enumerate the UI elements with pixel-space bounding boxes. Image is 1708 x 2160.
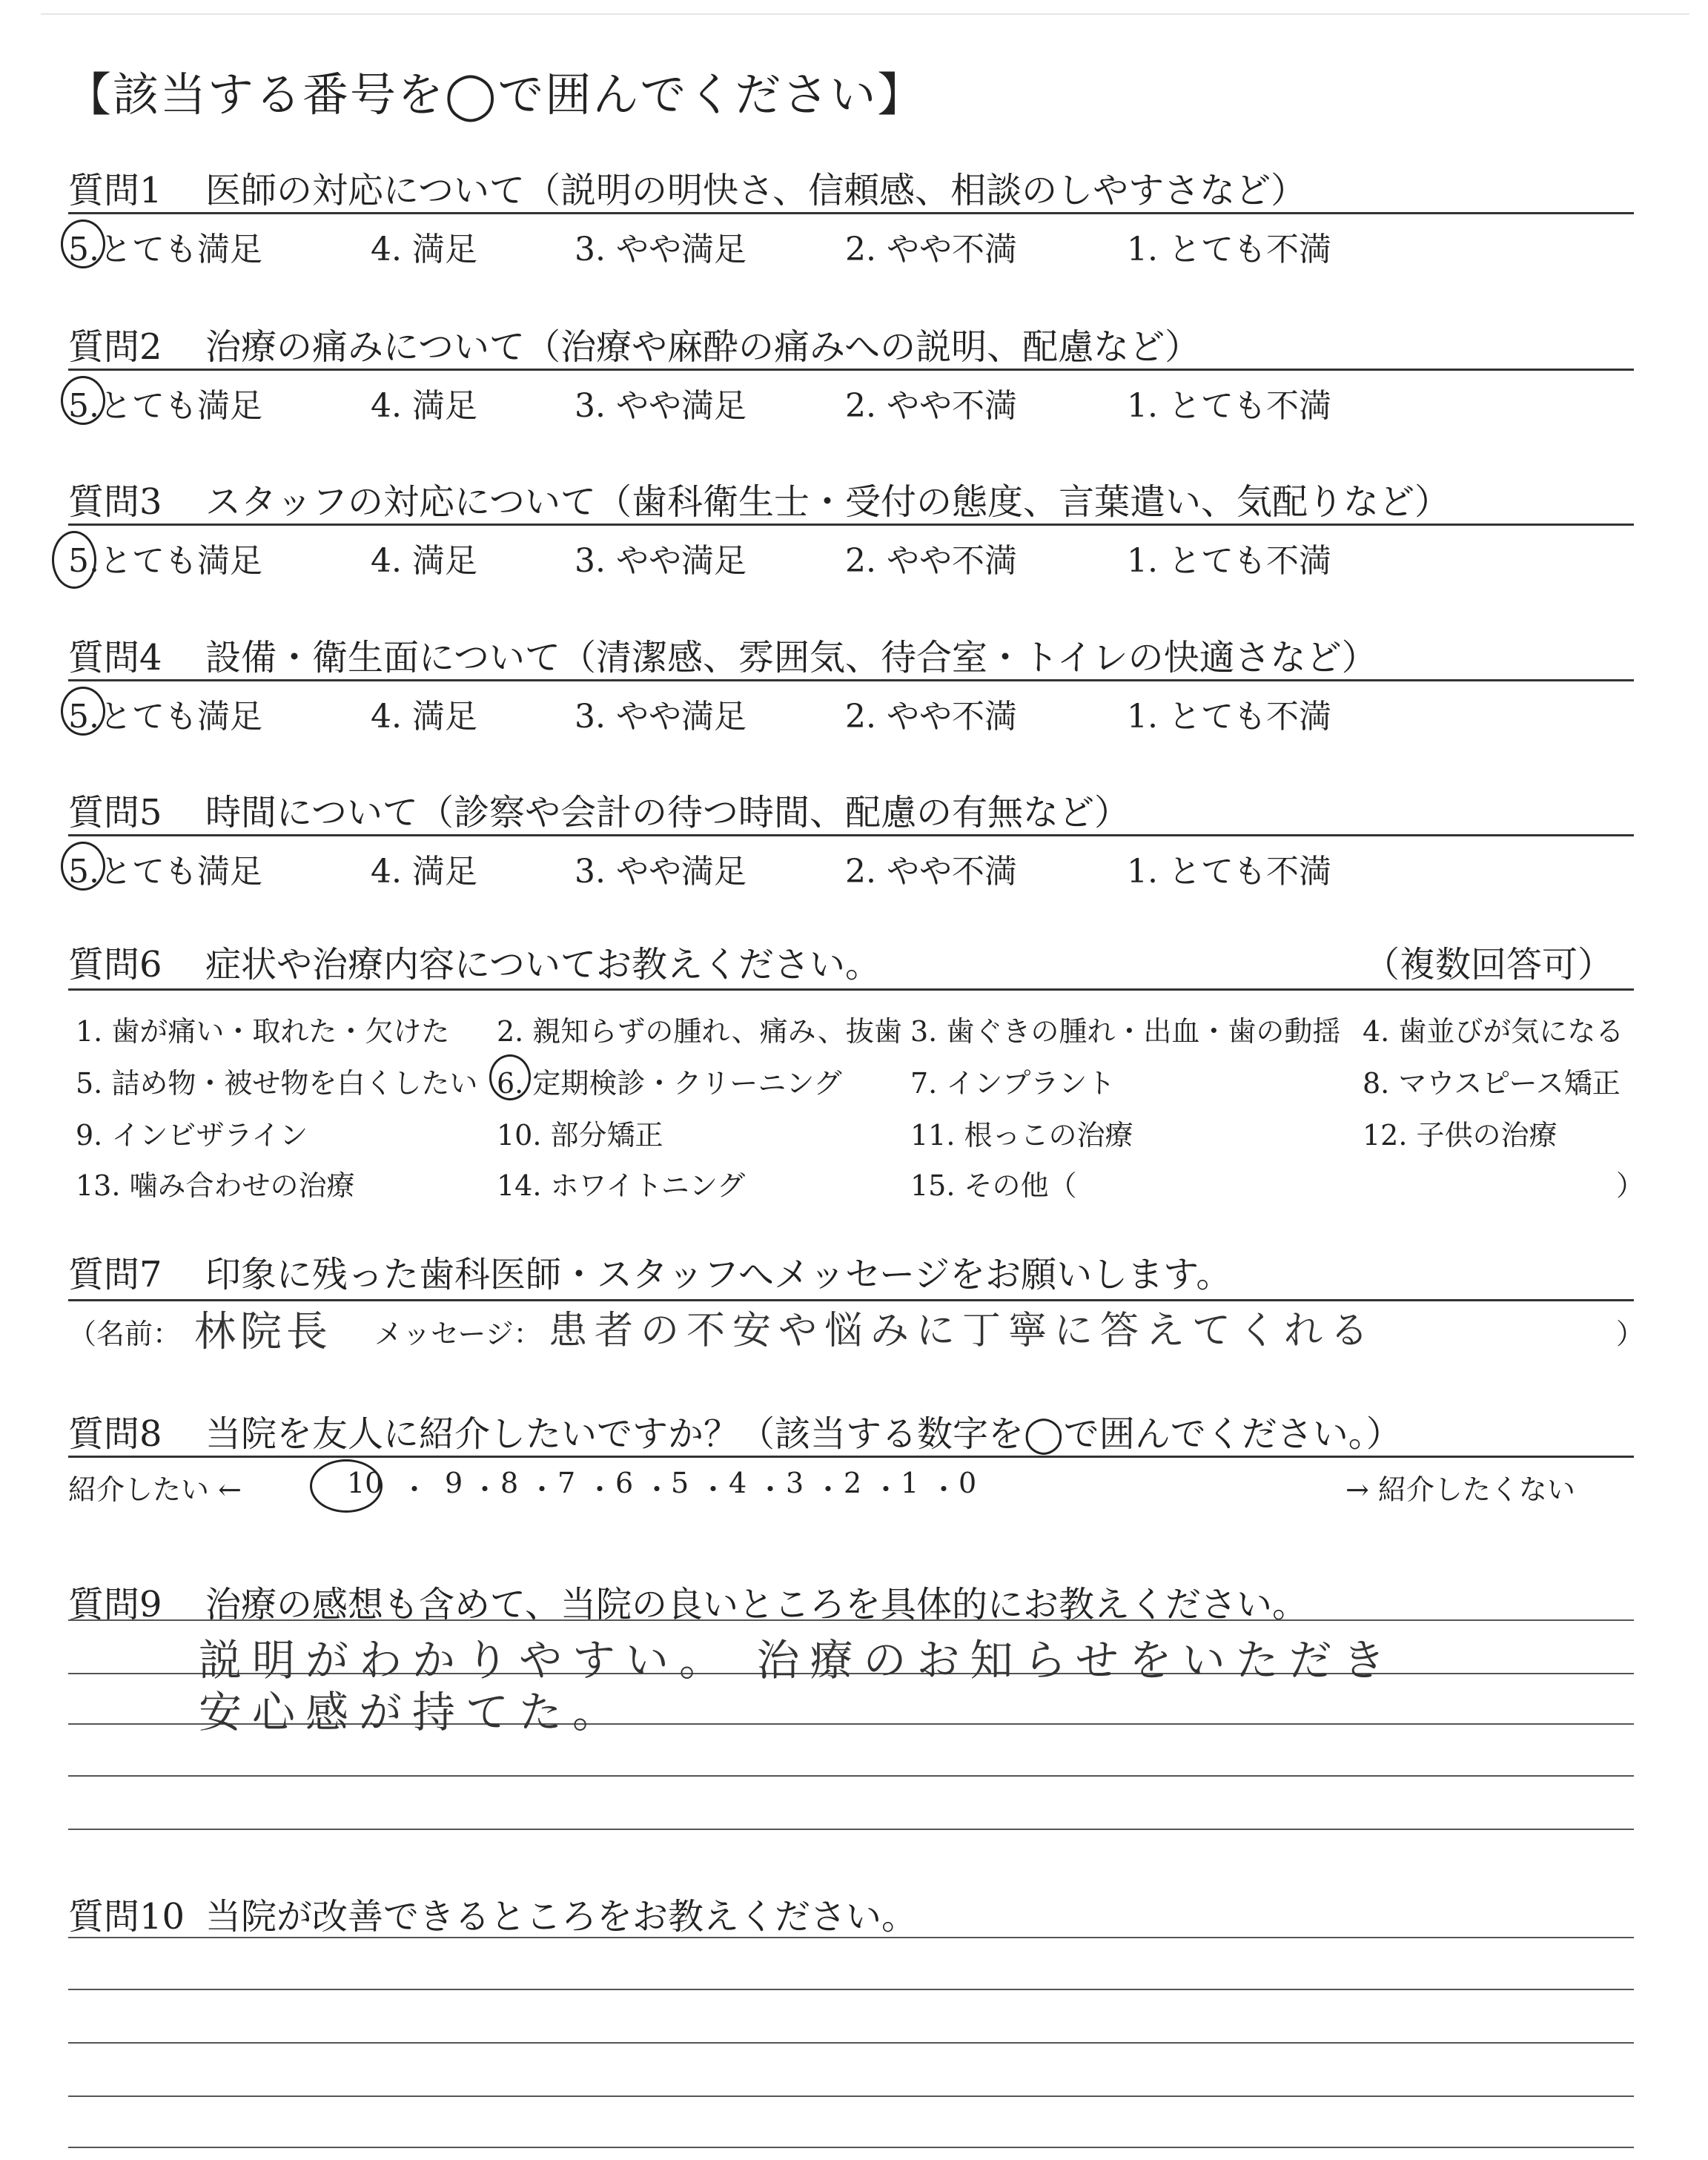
q6-note: （複数回答可） <box>1364 944 1614 985</box>
q3-selection-circle <box>52 531 96 589</box>
q3-rule <box>68 524 1634 526</box>
q5-option-1[interactable]: 1. とても不満 <box>1127 853 1331 891</box>
q2-number: 質問2 <box>68 326 162 368</box>
q8-separator-dot: ・ <box>930 1473 959 1506</box>
q7-close-paren: ） <box>1616 1318 1645 1350</box>
q7-heading <box>68 1246 1231 1297</box>
q6-option-4[interactable]: 4. 歯並びが気になる <box>1363 1015 1624 1048</box>
q6-heading <box>68 936 881 987</box>
q9-writing-line <box>68 1619 1634 1621</box>
q9-number: 質問9 <box>68 1584 162 1625</box>
q2-option-2[interactable]: 2. やや不満 <box>845 387 1017 425</box>
q1-rule <box>68 212 1634 214</box>
q6-option-2[interactable]: 2. 親知らずの腫れ、痛み、抜歯 <box>497 1015 902 1048</box>
q6-option-14[interactable]: 14. ホワイトニング <box>497 1169 746 1202</box>
q4-option-4[interactable]: 4. 満足 <box>371 698 477 736</box>
q8-separator-dot: ・ <box>699 1473 728 1506</box>
q8-separator-dot: ・ <box>756 1473 785 1506</box>
q3-number: 質問3 <box>68 481 162 523</box>
q3-heading <box>68 473 1450 524</box>
q4-text: 設備・衛生面について（清潔感、雰囲気、待合室・トイレの快適さなど） <box>205 637 1377 678</box>
q8-separator-dot: ・ <box>872 1473 901 1506</box>
q7-message-label: メッセージ： <box>374 1318 542 1350</box>
q3-option-3[interactable]: 3. やや満足 <box>575 542 747 580</box>
q3-option-2[interactable]: 2. やや不満 <box>845 542 1017 580</box>
q8-scale-3[interactable]: 3 <box>786 1467 804 1499</box>
q5-selection-circle <box>61 842 105 891</box>
q8-scale-6[interactable]: 6 <box>615 1467 634 1499</box>
q2-option-3[interactable]: 3. やや満足 <box>575 387 747 425</box>
q8-separator-dot: ・ <box>471 1473 500 1506</box>
q2-rule <box>68 369 1634 371</box>
q6-rule <box>68 988 1634 991</box>
q8-left-label: 紹介したい ← <box>68 1473 242 1506</box>
q1-heading <box>68 162 1306 213</box>
q8-separator-dot: ・ <box>400 1473 429 1506</box>
q6-option-5[interactable]: 5. 詰め物・被せ物を白くしたい <box>76 1067 478 1100</box>
q4-heading <box>68 629 1377 680</box>
q5-rule <box>68 834 1634 836</box>
q7-message-value: 患者の不安や悩みに丁寧に答えてくれる <box>549 1309 1377 1353</box>
q6-option-13[interactable]: 13. 噛み合わせの治療 <box>76 1169 355 1202</box>
q10-writing-line <box>68 2095 1634 2097</box>
q1-number: 質問1 <box>68 170 162 211</box>
q8-scale-5[interactable]: 5 <box>671 1467 689 1499</box>
q10-writing-line <box>68 2147 1634 2148</box>
q5-option-4[interactable]: 4. 満足 <box>371 853 477 891</box>
q3-option-1[interactable]: 1. とても不満 <box>1127 542 1331 580</box>
q10-writing-line <box>68 2042 1634 2044</box>
q8-right-label: → 紹介したくない <box>1345 1473 1575 1506</box>
q8-heading <box>68 1405 1402 1456</box>
q8-scale-4[interactable]: 4 <box>729 1467 747 1499</box>
q2-option-4[interactable]: 4. 満足 <box>371 387 477 425</box>
q10-text: 当院が改善できるところをお教えください。 <box>205 1896 918 1938</box>
q3-text: スタッフの対応について（歯科衛生士・受付の態度、言葉遣い、気配りなど） <box>205 481 1451 523</box>
q2-heading <box>68 318 1200 369</box>
q5-option-5[interactable]: 5.とても満足 <box>68 853 262 891</box>
q4-option-3[interactable]: 3. やや満足 <box>575 698 747 736</box>
q9-answer-line-1: 説明がわかりやすい。 治療のお知らせをいただき <box>199 1635 1396 1685</box>
q4-rule <box>68 679 1634 681</box>
q6-selection-circle <box>489 1054 531 1100</box>
q6-option-15[interactable]: 15. その他（ <box>910 1169 1077 1202</box>
q5-heading <box>68 784 1130 835</box>
q6-option-10[interactable]: 10. 部分矯正 <box>497 1119 663 1152</box>
q8-scale-0[interactable]: 0 <box>959 1467 977 1499</box>
q10-writing-line <box>68 1937 1634 1938</box>
q4-option-5[interactable]: 5.とても満足 <box>68 698 262 736</box>
q9-text: 治療の感想も含めて、当院の良いところを具体的にお教えください。 <box>205 1584 1308 1625</box>
q8-scale-10[interactable]: 10 <box>347 1467 383 1499</box>
q2-text: 治療の痛みについて（治療や麻酔の痛みへの説明、配慮など） <box>205 326 1201 368</box>
q1-option-2[interactable]: 2. やや不満 <box>845 231 1017 268</box>
q9-answer-line-2: 安心感が持てた。 <box>199 1687 626 1737</box>
q7-number: 質問7 <box>68 1254 162 1295</box>
q1-option-5[interactable]: 5.とても満足 <box>68 231 262 268</box>
top-border <box>41 13 1689 15</box>
q4-selection-circle <box>61 687 105 736</box>
q5-text: 時間について（診察や会計の待つ時間、配慮の有無など） <box>205 792 1131 833</box>
q4-option-1[interactable]: 1. とても不満 <box>1127 698 1331 736</box>
q1-text: 医師の対応について（説明の明快さ、信頼感、相談のしやすさなど） <box>205 170 1307 211</box>
q1-option-3[interactable]: 3. やや満足 <box>575 231 747 268</box>
q8-number: 質問8 <box>68 1413 162 1455</box>
q3-option-4[interactable]: 4. 満足 <box>371 542 477 580</box>
q1-selection-circle <box>61 219 105 268</box>
q8-scale-1[interactable]: 1 <box>901 1467 919 1499</box>
q9-writing-line <box>68 1829 1634 1830</box>
q1-option-1[interactable]: 1. とても不満 <box>1127 231 1331 268</box>
q6-option-8[interactable]: 8. マウスピース矯正 <box>1363 1067 1621 1100</box>
q8-scale-2[interactable]: 2 <box>844 1467 862 1499</box>
q1-option-4[interactable]: 4. 満足 <box>371 231 477 268</box>
q6-option-11[interactable]: 11. 根っこの治療 <box>910 1119 1133 1152</box>
q6-number: 質問6 <box>68 944 162 985</box>
q6-option-3[interactable]: 3. 歯ぐきの腫れ・出血・歯の動揺 <box>910 1015 1341 1048</box>
q8-rule <box>68 1456 1634 1458</box>
q6-text: 症状や治療内容についてお教えください。 <box>205 944 881 985</box>
q7-name-value: 林院長 <box>194 1308 332 1356</box>
q8-scale-8[interactable]: 8 <box>500 1467 519 1499</box>
page-title: 【該当する番号を◯で囲んでください】 <box>65 67 925 122</box>
q7-text: 印象に残った歯科医師・スタッフへメッセージをお願いします。 <box>205 1254 1232 1295</box>
q8-scale-7[interactable]: 7 <box>557 1467 576 1499</box>
q8-text: 当院を友人に紹介したいですか？（該当する数字を◯で囲んでください。） <box>205 1413 1402 1455</box>
q2-option-1[interactable]: 1. とても不満 <box>1127 387 1331 425</box>
q10-heading <box>68 1888 917 1939</box>
q2-option-5[interactable]: 5.とても満足 <box>68 387 262 425</box>
q10-number: 質問10 <box>68 1896 185 1938</box>
q3-option-5[interactable]: 5.とても満足 <box>68 542 262 580</box>
q9-writing-line <box>68 1775 1634 1777</box>
q6-option-9[interactable]: 9. インビザライン <box>76 1119 308 1152</box>
q2-selection-circle <box>61 376 105 425</box>
q5-number: 質問5 <box>68 792 162 833</box>
q4-option-2[interactable]: 2. やや不満 <box>845 698 1017 736</box>
q8-separator-dot: ・ <box>643 1473 672 1506</box>
q8-separator-dot: ・ <box>528 1473 557 1506</box>
q6-option-7[interactable]: 7. インプラント <box>910 1067 1116 1100</box>
q5-option-2[interactable]: 2. やや不満 <box>845 853 1017 891</box>
q8-scale-9[interactable]: 9 <box>445 1467 463 1499</box>
q7-name-label: （名前： <box>68 1318 182 1350</box>
q6-option-12[interactable]: 12. 子供の治療 <box>1363 1119 1558 1152</box>
q8-separator-dot: ・ <box>586 1473 615 1506</box>
q8-separator-dot: ・ <box>814 1473 843 1506</box>
q4-number: 質問4 <box>68 637 162 678</box>
q6-close-paren: ） <box>1616 1169 1645 1202</box>
q5-option-3[interactable]: 3. やや満足 <box>575 853 747 891</box>
q6-option-6[interactable]: 6. 定期検診・クリーニング <box>497 1067 842 1100</box>
q10-writing-line <box>68 1989 1634 1990</box>
q6-option-1[interactable]: 1. 歯が痛い・取れた・欠けた <box>76 1015 450 1048</box>
q8-selection-circle <box>310 1459 383 1513</box>
